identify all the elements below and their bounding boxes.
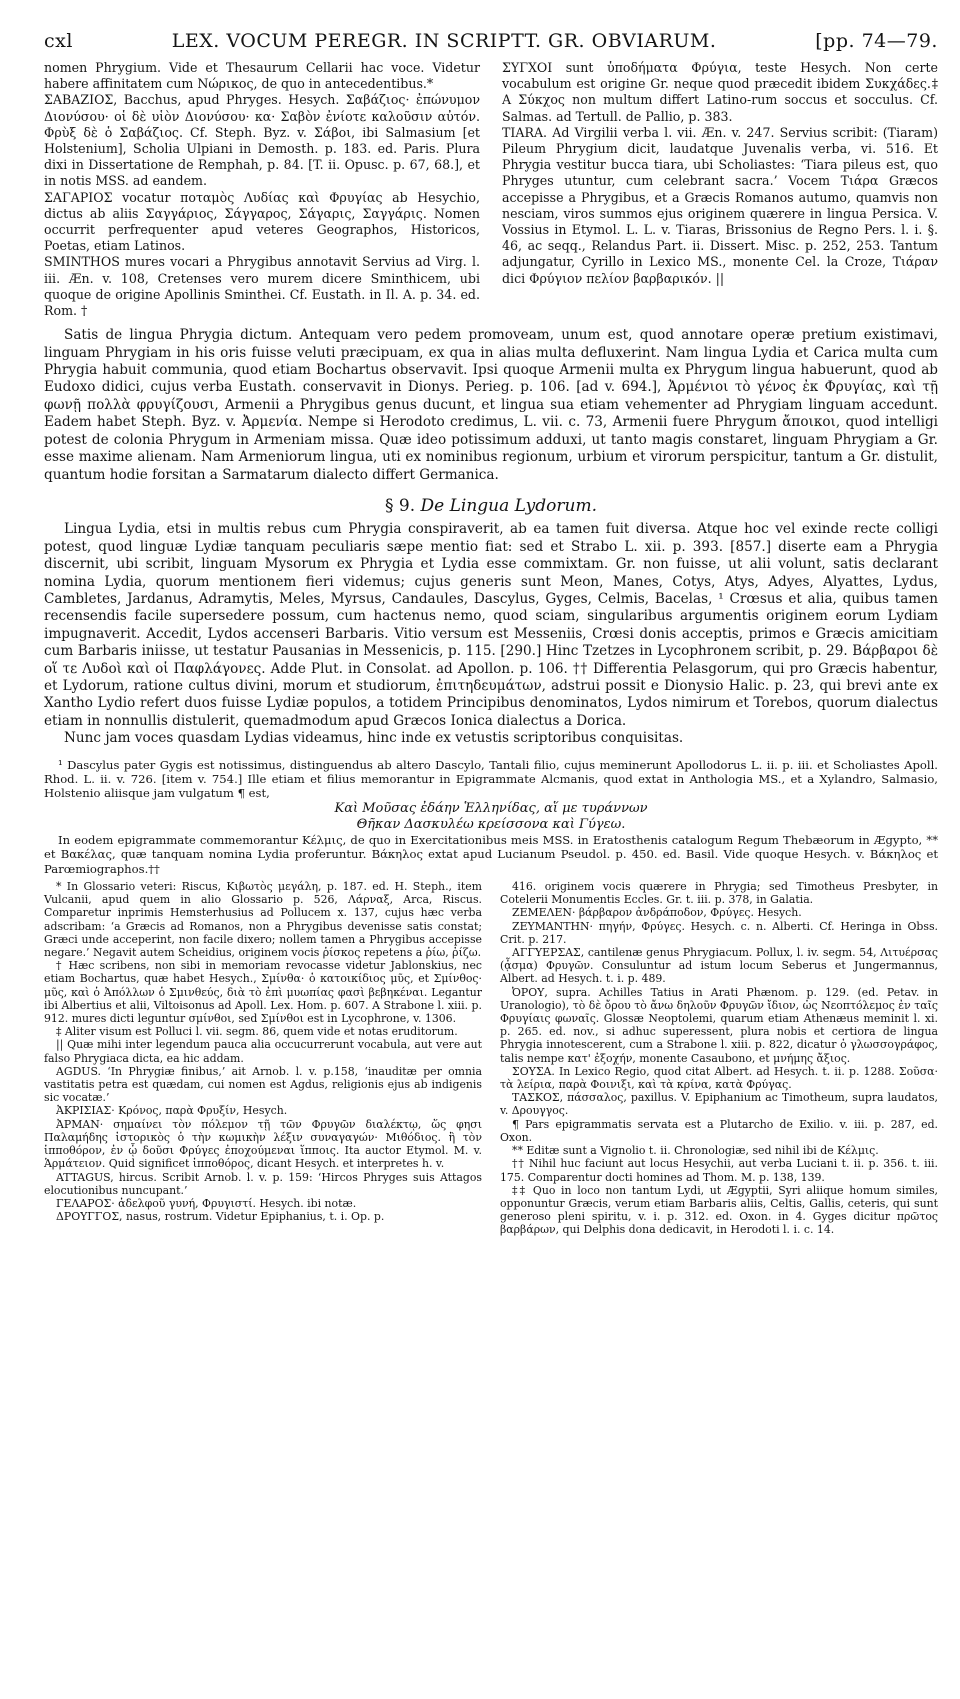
note: 416. originem vocis quærere in Phrygia; sed Timotheus Presbyter, in Cotelerii Monumentis Eccles. Gr. t. iii. p. 378, in Galatia.	[500, 880, 938, 907]
note: || Quæ mihi inter legendum pauca alia occucurrerunt vocabula, aut vere aut falso Phrygiaca dicta, ea hic addam.	[44, 1038, 482, 1065]
footnote-text: In eodem epigrammate commemorantur Κέλμις, de quo in Exercitationibus meis MSS. in Eratosthenis catalogum Regum Thebæorum in Ægypto, ** et Βακέλας, quæ tanquam nomina Lydia proferuntur. Βάκηλος extat apud Lucianum Pseudol. p. 450. ed. Basil. Vide quoque Hesych. v. Βάκηλος et Parœmiographos.††	[44, 832, 938, 876]
note: ΑΓΓΥΕΡΣΑΣ, cantilenæ genus Phrygiacum. Pollux, l. iv. segm. 54, Λιτυέρσας (ᾆσμα) Φρυγῶν. Consuluntur ad istum locum Seberus et Jungermannus, Albert. ad Hesych. t. i. p. 489.	[500, 946, 938, 986]
note: ‡ Aliter visum est Polluci l. vii. segm. 86, quem vide et notas eruditorum.	[56, 1025, 458, 1039]
notes-left-column	[44, 880, 482, 1236]
note: ἈΚΡΙΣΙΑΣ· Κρόνος, παρὰ Φρυξίν, Hesych.	[56, 1104, 288, 1118]
running-title: LEX. VOCUM PEREGR. IN SCRIPTT. GR. OBVIARUM.	[171, 30, 717, 52]
section-heading	[44, 495, 938, 516]
footnote	[44, 758, 938, 876]
page-range: [pp. 74—79.	[815, 30, 938, 52]
note: ΤΑΣΚΟΣ, πάσσαλος, paxillus. V. Epiphanium ac Timotheum, supra laudatos, v. Δρουγγος.	[500, 1091, 938, 1118]
endnotes	[44, 880, 938, 1236]
main-text	[44, 327, 938, 747]
page-number: cxl	[44, 30, 73, 52]
running-header	[44, 30, 938, 52]
note: ΣΟΥΣΑ. In Lexico Regio, quod citat Albert. ad Hesych. t. ii. p. 1288. Σοῦσα· τὰ λείρια, παρὰ Φοινιξι, καὶ τὰ κρίνα, κατὰ Φρύγας.	[500, 1064, 938, 1092]
note: ** Editæ sunt a Vignolio t. ii. Chronologiæ, sed nihil ibi de Κέλμις.	[512, 1144, 879, 1158]
note: †† Nihil huc faciunt aut locus Hesychii, aut verba Luciani t. ii. p. 356. t. iii. 175. Comparentur docti homines ad Thom. M. p. 138, 139.	[500, 1157, 938, 1184]
right-column	[502, 60, 938, 319]
note: ΓΕΛΑΡΟΣ· ἀδελφοῦ γυνή, Φρυγιστί. Hesych. ibi notæ.	[56, 1196, 357, 1210]
entry: ΣΑΒΑΖΙΟΣ, Bacchus, apud Phryges. Hesych. Σαβάζιος· ἐπώνυμον Διονύσου· οἱ δὲ υἱὸν Διονύσου· κα· Σαβὸν ἐνίοτε καλοῦσιν αὐτόν. Φρὺξ δὲ ὁ Σαβάζιος. Cf. Steph. Byz. v. Σάβοι, ibi Salmasium [et Holstenium], Scholia Ulpiani in Demosth. p. 183. ed. Paris. Plura dixi in Dissertatione de Remphah, p. 84. [T. ii. Opusc. p. 67, 68.], et in notis MSS. ad eandem.	[44, 92, 480, 189]
note: ἈΡΜΑΝ· σημαίνει τὸν πόλεμον τῇ τῶν Φρυγῶν διαλέκτῳ, ὥς φησι Παλαμήδης ἱστορικὸς ὁ τὴν κωμικὴν λέξιν συναγαγών· Μιθόδιος. ἢ τὸν ἱπποθόρον, ἐν ᾧ δοῦσι Φρύγες ἐποχούμεναι ἵπποις. Ita auctor Etymol. M. v. Ἁρμάτειον. Quid significet ἱπποθόρος, dicant Hesych. et interpretes h. v.	[44, 1117, 482, 1171]
note: ΖΕΜΕΛΕΝ· βάρβαρον ἀνδράποδον, Φρύγες. Hesych.	[512, 906, 802, 920]
page	[44, 30, 938, 1237]
section-number: § 9.	[385, 495, 416, 516]
verse-line: Θῆκαν Δασκυλέω κρείσσονα καὶ Γύγεω.	[356, 816, 626, 832]
note: ΔΡΟΥΓΓΟΣ, nasus, rostrum. Videtur Epiphanius, t. i. Op. p.	[56, 1210, 385, 1224]
note: ΖΕΥΜΑΝΤΗΝ· πηγήν, Φρύγες. Hesych. c. n. Alberti. Cf. Heringa in Obss. Crit. p. 217.	[500, 919, 938, 946]
left-column	[44, 60, 480, 319]
note: ‡‡ Quo in loco non tantum Lydi, ut Ægyptii, Syri aliique homum similes, opponuntur Græcis, verum etiam Barbaris aliis, Celtis, Gallis, ceteris, qui sunt generoso pleni spiritu, v. i. p. 312. ed. Oxon. in 4. Gyges dicitur πρῶτος βαρβάρων, qui Delphis dona dedicavit, in Herodoti l. i. c. 14.	[500, 1183, 938, 1237]
note: * In Glossario veteri: Riscus, Κιβωτὸς μεγάλη, p. 187. ed. H. Steph., item Vulcanii, apud quem in alio Glossario p. 526, Λάρναξ, Arca, Riscus. Comparetur inprimis Hemsterhusius ad Pollucem x. 137, cujus hæc verba adscribam: ‘a Græcis ad Romanos, non a Phrygibus devenisse satis constat; Græci unde acceperint, non facile dixero; nollem tamen a Phrygibus accepisse negare.’ Negavit autem Scheidius, originem vocis ῥίσκος repetens a ῥίω, ῥίζω.	[44, 880, 482, 960]
two-column-entries	[44, 60, 938, 319]
entry: nomen Phrygium. Vide et Thesaurum Cellarii hac voce. Videtur habere affinitatem cum Νώρικος, de quo in antecedentibus.*	[44, 60, 480, 92]
entry: ΣΑΓΑΡΙΟΣ vocatur ποταμὸς Λυδίας καὶ Φρυγίας ab Hesychio, dictus ab aliis Σαγγάριος, Σάγγαρος, Σάγαρις, Σαγγάρις. Nomen occurrit perfrequenter apud veteres Geographos, Historicos, Poetas, etiam Latinos.	[44, 189, 480, 254]
paragraph: Nunc jam voces quasdam Lydias videamus, hinc inde ex vetustis scriptoribus conquisitas.	[64, 730, 684, 747]
note: ¶ Pars epigrammatis servata est a Plutarcho de Exilio. v. iii. p. 287, ed. Oxon.	[500, 1117, 938, 1144]
note: ATTAGUS, hircus. Scribit Arnob. l. v. p. 159: ‘Hircos Phryges suis Attagos elocutionibus nuncupant.’	[44, 1170, 482, 1197]
note: † Hæc scribens, non sibi in memoriam revocasse videtur Jablonskius, nec etiam Bochartus, quæ habet Hesych., Σμίνθα· ὁ κατοικίδιος μῦς, et Σμίνθος· μῦς, καὶ ὁ Ἀπόλλων ὁ Σμινθεύς, διὰ τὸ ἐπὶ μυωπίας φασὶ βεβηκέναι. Legantur ibi Albertius et alii, Viltoisonus ad Apoll. Lex. Hom. p. 607. A Strabone l. xiii. p. 912. mures dicti leguntur σμίνθοι, sed Σμίνθοι est in Lycophrone, v. 1306.	[44, 959, 482, 1026]
entry: SMINTHOS mures vocari a Phrygibus annotavit Servius ad Virg. l. iii. Æn. v. 108, Cretenses vero murem dicere Sminthicem, ubi quoque de origine Apollinis Sminthei. Cf. Eustath. in Il. A. p. 34. ed. Rom. †	[44, 254, 480, 319]
note: AGDUS. ‘In Phrygiæ finibus,’ ait Arnob. l. v. p.158, ‘inauditæ per omnia vastitatis petra est quædam, cui nomen est Agdus, religionis ejus ab indigenis sic vocatæ.’	[44, 1064, 482, 1105]
entry: TIARA. Ad Virgilii verba l. vii. Æn. v. 247. Servius scribit: (Tiaram) Pileum Phrygium dicit, laudatque Juvenalis verba, vi. 516. Et Phrygia vestitur bucca tiara, ubi Scholiastes: ‘Tiara pileus est, quo Phryges utuntur, cum celebrant sacra.’ Vocem Τιάρα Græcos accepisse a Phrygibus, et a Græcis Romanos autumo, quamvis non nesciam, viros summos ejus originem quærere in lingua Persica. V. Vossius in Etymol. L. L. v. Tiaras, Brissonius de Regno Pers. l. i. §. 46, ac seqq., Relandus Part. ii. Dissert. Misc. p. 252, 253. Tantum adjungatur, Cyrillo in Lexico MS., monente Cel. la Croze, Τιάραν dici Φρύγιον πελίον βαρβαρικόν. ||	[502, 124, 938, 286]
notes-right-column	[500, 880, 938, 1236]
paragraph: Satis de lingua Phrygia dictum. Antequam vero pedem promoveam, unum est, quod annotare operæ pretium existimavi, linguam Phrygiam in his oris fuisse veluti præcipuam, ex qua in alias multa defluxerint. Nam lingua Lydia et Carica multa cum Phrygia habuit communia, quod etiam Bochartus observavit. Ipsi quoque Armenii multa ex Phrygum lingua habuerunt, quod ab Eudoxo didici, cujus verba Eustath. conservavit in Dionys. Perieg. p. 106. [ad v. 694.], Ἀρμένιοι τὸ γένος ἐκ Φρυγίας, καὶ τῇ φωνῇ πολλὰ φρυγίζουσι, Armenii a Phrygibus genus ducunt, et lingua sua etiam vehementer ad Phrygiam linguam accedunt. Eadem habet Steph. Byz. v. Ἀρμενία. Nempe si Herodoto credimus, L. vii. c. 73, Armenii fuere Phrygum ἄποικοι, quod intelligi potest de colonia Phrygum in Armeniam missa. Quæ ideo potissimum adduxi, ut tanto magis constaret, linguam Phrygiam a Gr. esse maxime alienam. Nam Armeniorum lingua, uti ex nominibus regionum, urbium et virorum perspicitur, tantum a Gr. distulit, quantum hodie forsitan a Sarmatarum dialecto differt Germanica.	[44, 327, 938, 483]
verse-line: Καὶ Μοῦσας ἐδάην Ἑλληνίδας, αἵ με τυράννων	[334, 800, 648, 816]
section-title: De Lingua Lydorum.	[420, 495, 597, 516]
entry: ΣΥΓΧΟΙ sunt ὑποδήματα Φρύγια, teste Hesych. Non certe vocabulum est origine Gr. neque quod præcedit ibidem Συκχάδες.‡ A Σύκχος non multum differt Latino-rum soccus et socculus. Cf. Salmas. ad Tertull. de Pallio, p. 383.	[502, 60, 938, 124]
note: ὈΡΟΥ, supra. Achilles Tatius in Arati Phænom. p. 129. (ed. Petav. in Uranologio), τὸ δὲ ὄρου τὸ ἄνω δηλοῦν Φρυγῶν ἴδιον, ὡς Νεοπτόλεμος ἐν ταῖς Φρυγίαις φωναῖς. Glossæ Neoptolemi, quarum etiam Athenæus meminit l. xi. p. 265. ed. nov., si adhuc superessent, plura nobis et certiora de lingua Phrygia innotescerent, cum a Strabone l. xiii. p. 822, dicatur ὁ γλωσσογράφος, talis nempe κατ' ἐξοχήν, monente Casaubono, et μνήμης ἄξιος.	[500, 985, 938, 1065]
footnote-text: ¹ Dascylus pater Gygis est notissimus, distinguendus ab altero Dascylo, Tantali filio, cujus meminerunt Apollodorus L. ii. p. iii. et Scholiastes Apoll. Rhod. L. ii. v. 726. [item v. 754.] Ille etiam et filius memorantur in Epigrammate Alcmanis, quod extat in Anthologia MS., et a Xylandro, Salmasio, Holstenio aliisque jam vulgatum ¶ est,	[44, 757, 938, 801]
paragraph: Lingua Lydia, etsi in multis rebus cum Phrygia conspiraverit, ab ea tamen fuit diversa. Atque hoc vel exinde recte colligi potest, quod linguæ Lydiæ tanquam peculiaris sæpe mentio fiat: sed et Strabo L. xii. p. 393. [857.] diserte eam a Phrygia discernit, ubi scribit, linguam Mysorum ex Phrygia et Lydia esse commixtam. Gr. non fuisse, ut alii volunt, satis declarant nomina Lydia, quorum mentionem fieri videmus; cujus generis sunt Meon, Manes, Cotys, Atys, Adyes, Alyattes, Lydus, Cambletes, Jardanus, Adramytis, Meles, Myrsus, Candaules, Dascylus, Gyges, Celmis, Bacelas, ¹ Crœsus et alia, quibus tamen recensendis facile supersedere possum, cum hactenus nemo, quod sciam, singularibus argumentis originem eorum Lydiam impugnaverit. Accedit, Lydos accenseri Barbaris. Vitio versum est Messeniis, Crœsi donis acceptis, primos e Græcis amicitiam cum Barbaris iniisse, ut testatur Pausanias in Messenicis, p. 115. [290.] Hinc Tzetzes in Lycophronem scribit, p. 29. Βάρβαροι δὲ οἵ τε Λυδοὶ καὶ οἱ Παφλάγονες. Adde Plut. in Consolat. ad Apollon. p. 106. †† Differentia Pelasgorum, qui pro Græcis habentur, et Lydorum, ratione cultus divini, morum et studiorum, ἐπιτηδευμάτων, adstrui possit e Dionysio Halic. p. 23, qui brevi ante ex Xantho Lydio refert duos fuisse Lydiæ populos, a totidem Principibus denominatos, Lydos nimirum et Torebos, quorum dialectus etiam in nonnullis distulerit, quemadmodum apud Græcos Ionica dialectus a Dorica.	[44, 521, 938, 729]
